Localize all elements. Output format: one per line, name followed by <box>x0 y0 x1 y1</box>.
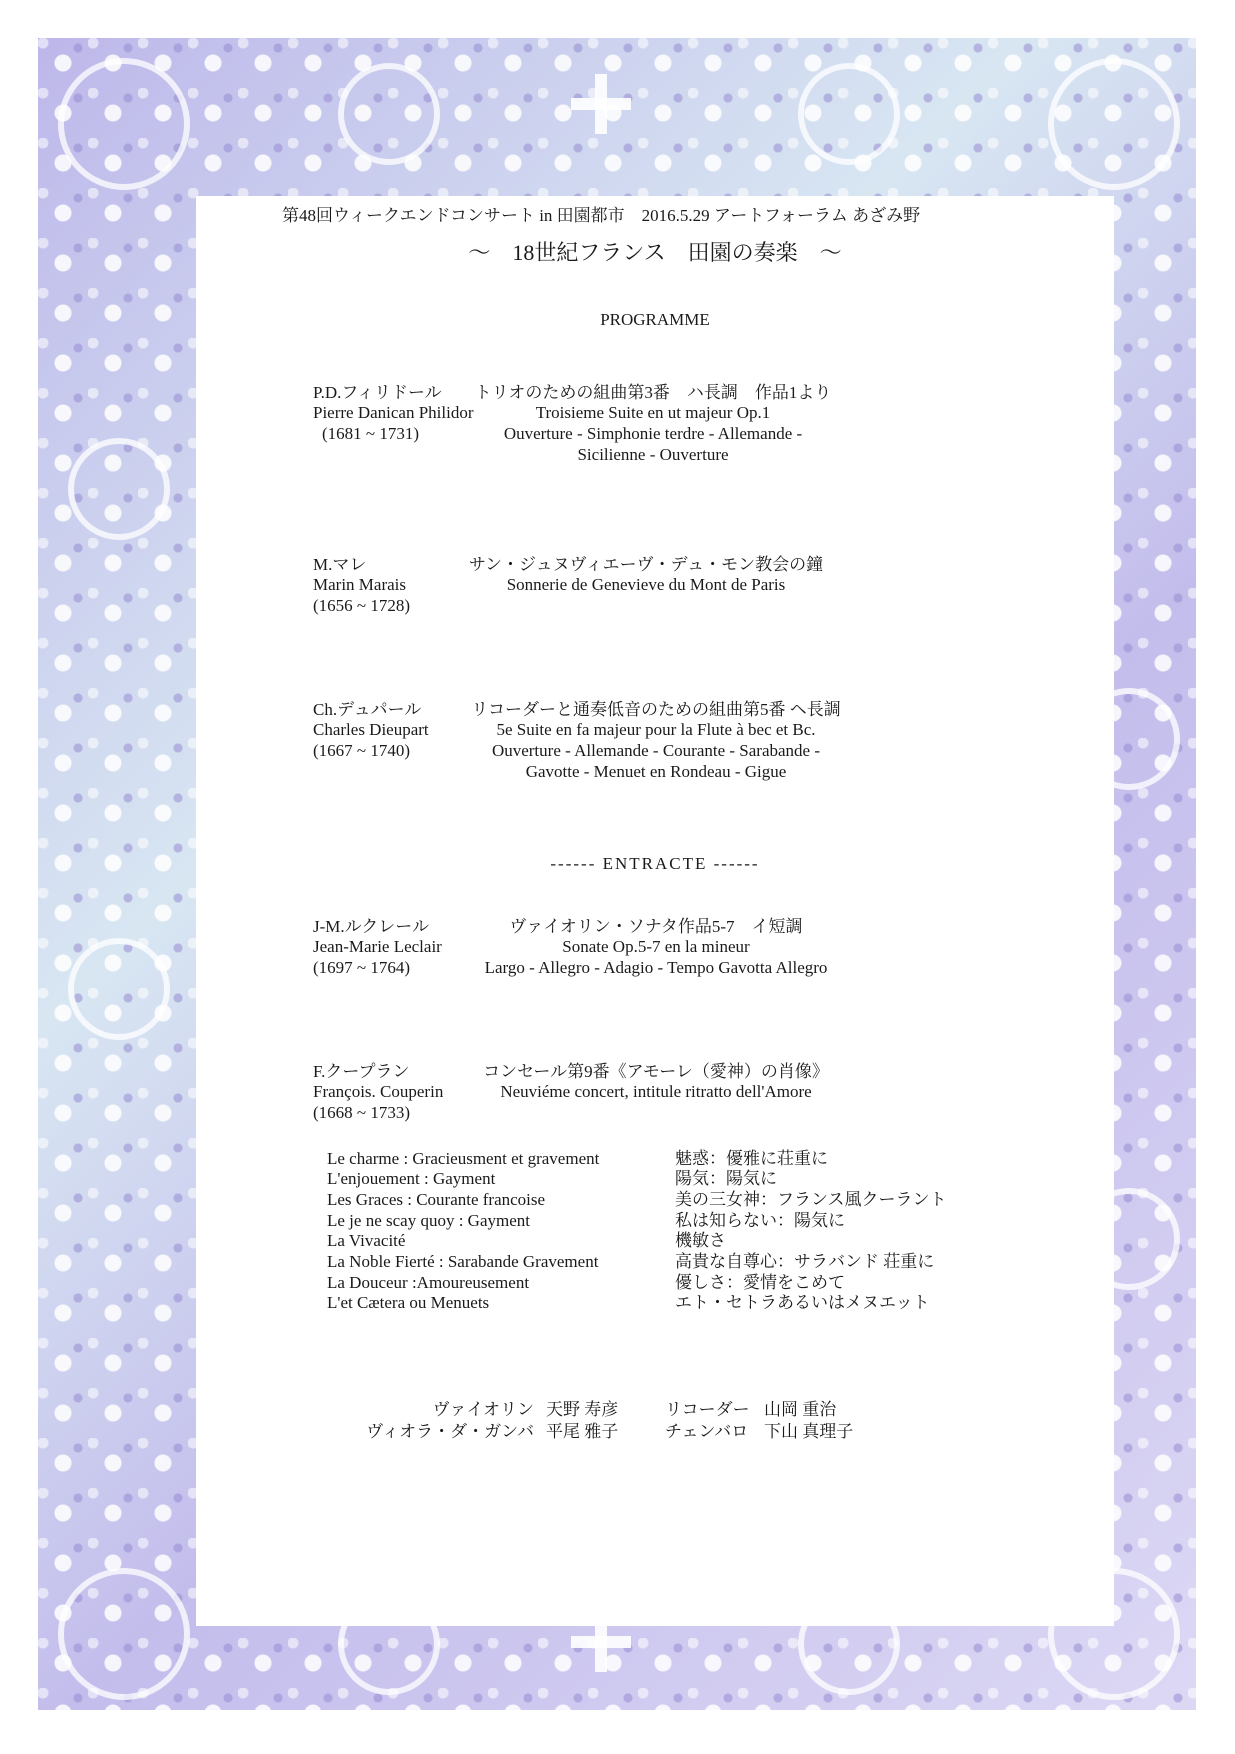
vine-ornament <box>58 58 190 190</box>
movement-jp: 陽気：陽気に <box>675 1169 777 1188</box>
movement-fr: La Douceur :Amoureusement <box>327 1273 530 1292</box>
movement-fr: La Noble Fierté : Sarabande Gravement <box>327 1252 599 1271</box>
performer-instrument: チェンバロ <box>665 1422 749 1441</box>
movement-fr: L'et Cætera ou Menuets <box>327 1293 490 1312</box>
vine-ornament <box>1048 58 1180 190</box>
composer-en: Pierre Danican Philidor <box>313 403 474 422</box>
composer-jp: F.クープラン <box>313 1062 410 1081</box>
vine-ornament <box>338 63 440 165</box>
movement-fr: La Vivacité <box>327 1231 406 1250</box>
work-title-jp: リコーダーと通奏低音のための組曲第5番 ヘ長調 <box>471 700 841 719</box>
performer-name: 山岡 重治 <box>764 1400 837 1419</box>
work-title-jp: サン・ジュヌヴィエーヴ・デュ・モン教会の鐘 <box>468 555 824 574</box>
composer-en: Jean-Marie Leclair <box>313 937 442 956</box>
movement-fr: Le charme : Gracieusment et gravement <box>327 1149 600 1168</box>
programme-sheet <box>196 196 1114 1626</box>
vine-ornament <box>58 1568 190 1700</box>
work-movements: Ouverture - Simphonie terdre - Allemande - <box>503 424 803 443</box>
work-title-fr: Sonate Op.5-7 en la mineur <box>562 937 750 956</box>
performer-name: 平尾 雅子 <box>546 1422 619 1441</box>
composer-en: Marin Marais <box>313 575 407 594</box>
performer-instrument: ヴィオラ・ダ・ガンバ <box>366 1422 534 1441</box>
movement-jp: 優しさ：愛情をこめて <box>675 1273 845 1292</box>
work-movements: Gavotte - Menuet en Rondeau - Gigue <box>525 762 787 781</box>
work-title-jp: ヴァイオリン・ソナタ作品5-7 イ短調 <box>509 917 803 936</box>
composer-jp: M.マレ <box>313 555 367 574</box>
page-title: ～ 18世紀フランス 田園の奏楽 ～ <box>468 240 842 265</box>
performer-instrument: リコーダー <box>665 1400 750 1419</box>
composer-dates: (1681 ~ 1731) <box>322 424 420 443</box>
work-title-fr: 5e Suite en fa majeur pour la Flute à bec et Bc. <box>496 720 816 739</box>
work-movements: Ouverture - Allemande - Courante - Sarabande - <box>491 741 821 760</box>
work-title-jp: コンセール第9番《アモーレ（愛神）の肖像》 <box>483 1062 829 1081</box>
performer-instrument: ヴァイオリン <box>432 1400 534 1419</box>
composer-en: Charles Dieupart <box>313 720 429 739</box>
composer-dates: (1656 ~ 1728) <box>313 596 411 615</box>
vine-ornament <box>68 438 170 540</box>
work-title-fr: Neuviéme concert, intitule ritratto dell'Amore <box>500 1082 812 1101</box>
movement-jp: 機敏さ <box>675 1231 726 1250</box>
work-title-fr: Troisieme Suite en ut majeur Op.1 <box>535 403 771 422</box>
programme-label: PROGRAMME <box>600 310 710 329</box>
composer-jp: P.D.フィリドール <box>313 383 442 402</box>
work-movements: Sicilienne - Ouverture <box>577 445 729 464</box>
vine-ornament <box>68 938 170 1040</box>
ornamental-border <box>38 38 1196 1710</box>
composer-dates: (1667 ~ 1740) <box>313 741 411 760</box>
cross-ornament <box>571 74 631 134</box>
movement-fr: L'enjouement : Gayment <box>327 1169 496 1188</box>
composer-jp: J-M.ルクレール <box>313 917 429 936</box>
performer-name: 下山 真理子 <box>764 1422 854 1441</box>
movement-fr: Le je ne scay quoy : Gayment <box>327 1211 530 1230</box>
movement-jp: 魅惑：優雅に荘重に <box>675 1149 828 1168</box>
movement-jp: 美の三女神：フランス風クーラント <box>675 1190 947 1209</box>
event-line: 第48回ウィークエンドコンサート in 田園都市 2016.5.29 アートフォーラム あざみ野 <box>282 206 921 225</box>
composer-dates: (1668 ~ 1733) <box>313 1103 411 1122</box>
work-title-fr: Sonnerie de Genevieve du Mont de Paris <box>506 575 786 594</box>
work-title-jp: トリオのための組曲第3番 ハ長調 作品1より <box>474 383 832 402</box>
composer-jp: Ch.デュパール <box>313 700 422 719</box>
composer-dates: (1697 ~ 1764) <box>313 958 411 977</box>
entracte: ------ ENTRACTE ------ <box>550 854 760 873</box>
work-movements: Largo - Allegro - Adagio - Tempo Gavotta Allegro <box>484 958 828 977</box>
performer-name: 天野 寿彦 <box>546 1400 619 1419</box>
composer-en: François. Couperin <box>313 1082 444 1101</box>
movement-jp: エト・セトラあるいはメヌエット <box>675 1293 930 1312</box>
movement-jp: 高貴な自尊心：サラバンド 荘重に <box>675 1252 935 1271</box>
vine-ornament <box>798 63 900 165</box>
movement-jp: 私は知らない：陽気に <box>675 1211 845 1230</box>
movement-fr: Les Graces : Courante francoise <box>327 1190 546 1209</box>
